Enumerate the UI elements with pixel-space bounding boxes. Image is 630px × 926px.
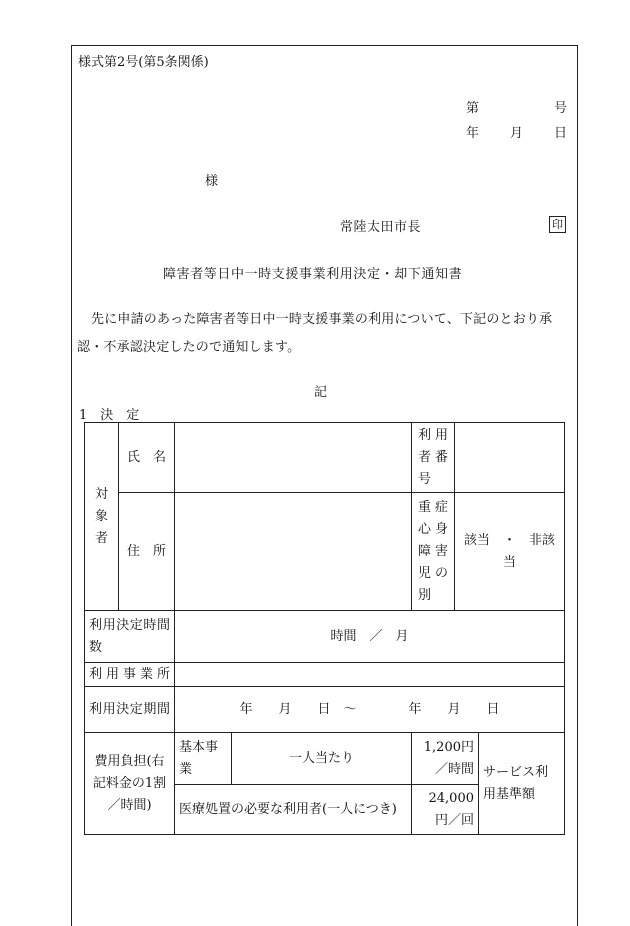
number-dai: 第 xyxy=(466,101,480,116)
user-number-label: 利用者番号 xyxy=(412,423,455,493)
decision-table xyxy=(84,422,565,835)
ki-heading: 記 xyxy=(314,385,328,400)
medical-care-label: 医療処置の必要な利用者(一人につき) xyxy=(175,785,412,835)
document-title: 障害者等日中一時支援事業利用決定・却下通知書 xyxy=(163,267,463,282)
name-label: 氏 名 xyxy=(119,423,175,493)
medical-price: 24,000円／回 xyxy=(412,785,479,835)
date-day: 日 xyxy=(554,126,568,141)
applicable-choice[interactable]: 該当 ・ 非該当 xyxy=(455,493,565,611)
decided-hours-label: 利用決定時間数 xyxy=(85,611,175,663)
cost-burden-label: 費用負担(右記料金の1割／時間) xyxy=(85,733,175,835)
body-text: 先に申請のあった障害者等日中一時支援事業の利用について、下記のとおり承認・不承認決定したので通知します。 xyxy=(77,312,553,355)
form-label: 様式第2号(第5条関係) xyxy=(78,55,209,70)
service-standard-label: サービス利用基準額 xyxy=(479,733,565,835)
date-year: 年 xyxy=(466,126,480,141)
address-label: 住 所 xyxy=(119,493,175,611)
basic-price: 1,200円／時間 xyxy=(412,733,479,785)
user-number-field[interactable] xyxy=(455,423,565,493)
section-decision: 1 決 定 xyxy=(79,408,140,423)
severe-disability-label: 重症心身障害児の別 xyxy=(412,493,455,611)
facility-field[interactable] xyxy=(175,663,565,687)
seal-mark: 印 xyxy=(549,216,566,233)
decided-period-label: 利用決定期間 xyxy=(85,687,175,733)
target-person-label: 対象者 xyxy=(85,423,119,611)
per-person-label: 一人当たり xyxy=(232,733,412,785)
name-field[interactable] xyxy=(175,423,412,493)
hours-per-month[interactable]: 時間 ／ 月 xyxy=(175,611,565,663)
facility-label: 利用事業所 xyxy=(85,663,175,687)
recipient-sama: 様 xyxy=(205,174,219,189)
address-field[interactable] xyxy=(175,493,412,611)
issuer: 常陸太田市長 xyxy=(340,220,422,235)
date-month: 月 xyxy=(510,126,524,141)
number-go: 号 xyxy=(554,101,568,116)
basic-service-label: 基本事業 xyxy=(175,733,232,785)
period-field[interactable]: 年 月 日 〜 年 月 日 xyxy=(175,687,565,733)
